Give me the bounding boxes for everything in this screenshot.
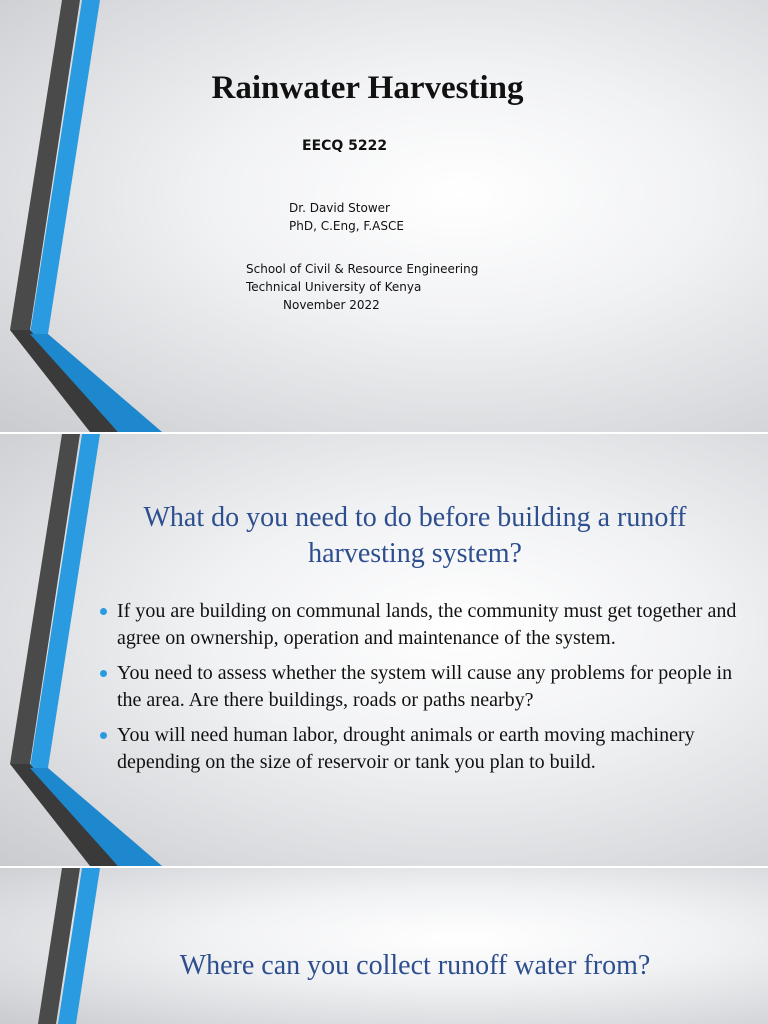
list-item: [100, 598, 740, 652]
university-name: Technical University of Kenya: [246, 280, 422, 294]
bullet-icon: [100, 608, 107, 615]
presentation-date: November 2022: [283, 298, 380, 312]
author-credentials: PhD, C.Eng, F.ASCE: [289, 219, 404, 233]
slide-title: [0, 0, 768, 432]
bullet-text: You will need human labor, drought animals or earth moving machinery depending on the size of reservoir or tank you plan to build.: [117, 724, 695, 773]
bullet-icon: [100, 732, 107, 739]
slide-decoration: [0, 868, 170, 1024]
list-item: [100, 660, 740, 714]
slide-decoration: [0, 0, 170, 432]
slide-preparation: [0, 434, 768, 866]
author-name: Dr. David Stower: [289, 201, 390, 215]
bullet-list: [100, 598, 740, 784]
course-code: EECQ 5222: [302, 138, 388, 154]
bullet-text: If you are building on communal lands, the community must get together and agree on ownership, operation and maintenance of the system.: [117, 600, 737, 649]
school-name: School of Civil & Resource Engineering: [246, 262, 479, 276]
slide-heading: What do you need to do before building a runoff harvesting system?: [143, 502, 687, 569]
bullet-icon: [100, 670, 107, 677]
bullet-text: You need to assess whether the system will cause any problems for people in the area. Are there buildings, roads or paths nearby?: [117, 662, 733, 711]
slide-heading: Where can you collect runoff water from?: [179, 950, 651, 981]
slide-collection-sources: [0, 868, 768, 1024]
presentation-title: Rainwater Harvesting: [211, 70, 524, 106]
list-item: [100, 722, 740, 776]
